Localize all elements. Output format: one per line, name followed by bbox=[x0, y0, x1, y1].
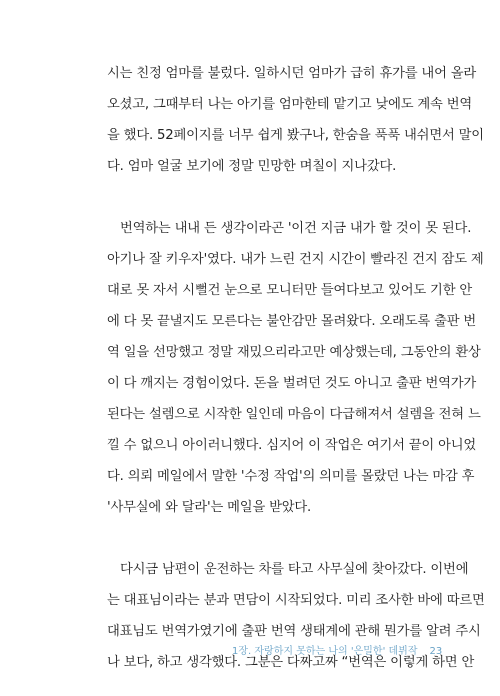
text-line: 을 했다. 52페이지를 너무 쉽게 봤구나, 한숨을 푹푹 내쉬면서 말이 bbox=[107, 128, 484, 143]
page-number: 23 bbox=[429, 646, 443, 657]
text-line: 다시금 남편이 운전하는 차를 타고 사무실에 찾아갔다. 이번에 bbox=[120, 562, 469, 577]
text-line: 이 다 깨지는 경험이었다. 돈을 벌려던 것도 아니고 출판 번역가가 bbox=[107, 376, 477, 391]
text-line: 대표님도 번역가였기에 출판 번역 생태계에 관해 뭔가를 알려 주시 bbox=[107, 624, 481, 639]
text-line: 다. 의뢰 메일에서 말한 '수정 작업'의 의미를 몰랐던 나는 마감 후 bbox=[107, 469, 475, 484]
text-line: 역 일을 선망했고 정말 재밌으리라고만 예상했는데, 그동안의 환상 bbox=[107, 345, 481, 360]
text-line: 에 다 못 끝낼지도 모른다는 불안감만 몰려왔다. 오래도록 출판 번 bbox=[107, 314, 477, 329]
text-line: 번역하는 내내 든 생각이라곤 '이건 지금 내가 할 것이 못 된다. bbox=[120, 221, 472, 236]
text-line: 된다는 설렘으로 시작한 일인데 마음이 다급해져서 설렘을 전혀 느 bbox=[107, 407, 481, 422]
text-line: 낄 수 없으니 아이러니했다. 심지어 이 작업은 여기서 끝이 아니었 bbox=[107, 438, 477, 453]
text-line: 다. 엄마 얼굴 보기에 정말 민망한 며칠이 지나갔다. bbox=[107, 159, 397, 174]
text-line: 아기나 잘 키우자'였다. 내가 느린 건지 시간이 빨라진 건지 잠도 제 bbox=[107, 252, 484, 267]
page-footer bbox=[232, 645, 443, 659]
text-line: 는 대표님이라는 분과 면담이 시작되었다. 미리 조사한 바에 따르면 bbox=[107, 593, 485, 608]
text-line: 시는 친정 엄마를 불렀다. 일하시던 엄마가 급히 휴가를 내어 올라 bbox=[107, 66, 477, 81]
text-line: '사무실에 와 달라'는 메일을 받았다. bbox=[107, 500, 312, 515]
text-line: 오셨고, 그때부터 나는 아기를 엄마한테 맡기고 낮에도 계속 번역 bbox=[107, 97, 473, 112]
running-title: 1장. 자랑하지 못하는 나의 '은밀한' 데뷔작 bbox=[232, 646, 418, 657]
text-line: 대로 못 자서 시뻘건 눈으로 모니터만 들여다보고 있어도 기한 안 bbox=[107, 283, 473, 298]
text-line: 나 보다, 하고 생각했다. 그분은 다짜고짜 “번역은 이렇게 하면 안 bbox=[107, 655, 475, 670]
